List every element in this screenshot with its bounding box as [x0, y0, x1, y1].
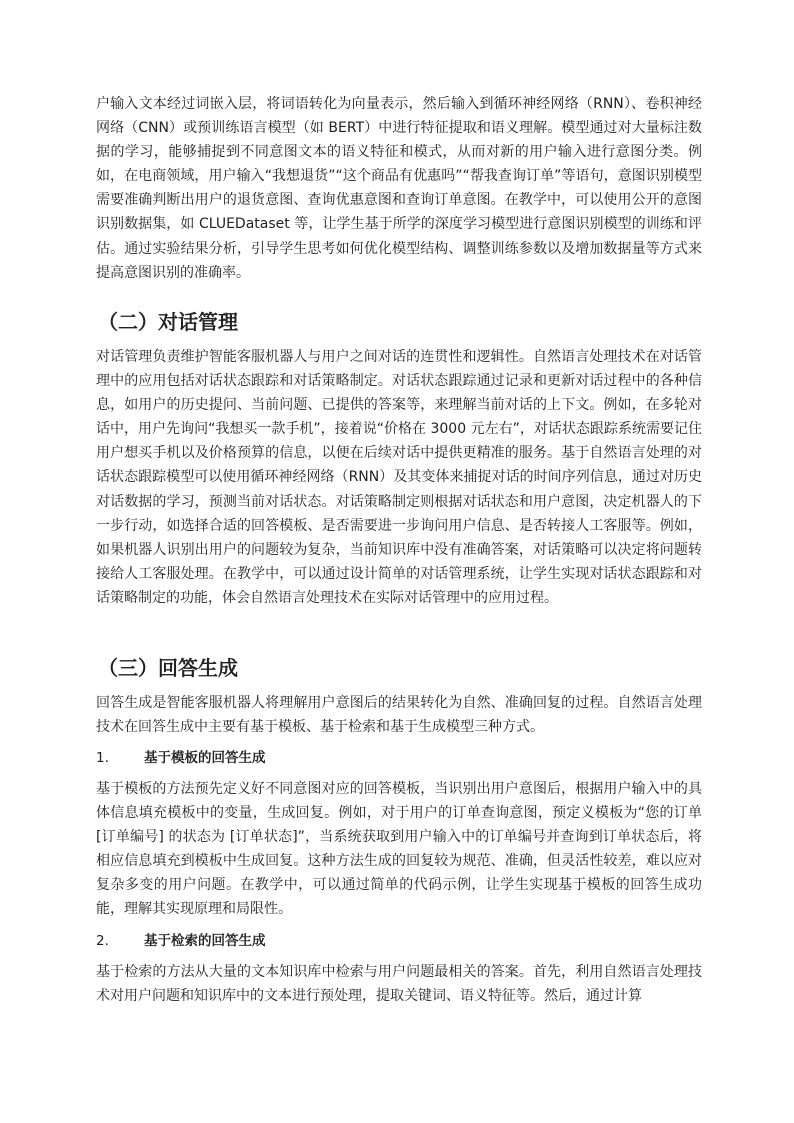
- subheading-retrieval-based: [96, 930, 266, 952]
- paragraph-template-based: 基于模板的方法预先定义好不同意图对应的回答模板，当识别出用户意图后，根据用户输入中的具体信息填充模板中的变量，生成回复。例如，对于用户的订单查询意图，预定义模板为“您的订单 [订单编号] 的状态为 [订单状态]”，当系统获取到用户输入中的订单编号并查询到订单状态后，将相应信息填充到模板中生成回复。这种方法生成的回复较为规范、准确，但灵活性较差，难以应对复杂多变的用户问题。在教学中，可以通过简单的代码示例，让学生实现基于模板的回答生成功能，理解其实现原理和局限性。: [96, 781, 702, 918]
- paragraph-answer-generation: 回答生成是智能客服机器人将理解用户意图后的结果转化为自然、准确回复的过程。自然语言处理技术在回答生成中主要有基于模板、基于检索和基于生成模型三种方式。: [96, 695, 702, 736]
- subheading-label: 基于模板的回答生成: [144, 750, 266, 766]
- paragraph-intent-recognition: 户输入文本经过词嵌入层，将词语转化为向量表示，然后输入到循环神经网络（RNN）、卷积神经网络（CNN）或预训练语言模型（如 BERT）中进行特征提取和语义理解。模型通过对大量标注数据的学习，能够捕捉到不同意图文本的语义特征和模式，从而对新的用户输入进行意图分类。例如，在电商领域，用户输入“我想退货”“这个商品有优惠吗”“帮我查询订单”等语句，意图识别模型需要准确判断出用户的退货意图、查询优惠意图和查询订单意图。在教学中，可以使用公开的意图识别数据集，如 CLUEDataset 等，让学生基于所学的深度学习模型进行意图识别模型的训练和评估。通过实验结果分析，引导学生思考如何优化模型结构、调整训练参数以及增加数据量等方式来提高意图识别的准确率。: [96, 96, 702, 281]
- heading-dialog-management: （二）对话管理: [98, 310, 238, 334]
- subheading-number: 1.: [96, 750, 109, 766]
- heading-answer-generation: （三）回答生成: [98, 656, 238, 680]
- subheading-template-based: [96, 747, 266, 769]
- paragraph-dialog-management: 对话管理负责维护智能客服机器人与用户之间对话的连贯性和逻辑性。自然语言处理技术在对话管理中的应用包括对话状态跟踪和对话策略制定。对话状态跟踪通过记录和更新对话过程中的各种信息，如用户的历史提问、当前问题、已提供的答案等，来理解当前对话的上下文。例如，在多轮对话中，用户先询问“我想买一款手机”，接着说“价格在 3000 元左右”，对话状态跟踪系统需要记住用户想买手机以及价格预算的信息，以便在后续对话中提供更精准的服务。基于自然语言处理的对话状态跟踪模型可以使用循环神经网络（RNN）及其变体来捕捉对话的时间序列信息，通过对历史对话数据的学习，预测当前对话状态。对话策略制定则根据对话状态和用户意图，决定机器人的下一步行动，如选择合适的回答模板、是否需要进一步询问用户信息、是否转接人工客服等。例如，如果机器人识别出用户的问题较为复杂，当前知识库中没有准确答案，对话策略可以决定将问题转接给人工客服处理。在教学中，可以通过设计简单的对话管理系统，让学生实现对话状态跟踪和对话策略制定的功能，体会自然语言处理技术在实际对话管理中的应用过程。: [96, 349, 702, 606]
- subheading-label: 基于检索的回答生成: [144, 933, 266, 949]
- subheading-number: 2.: [96, 933, 109, 949]
- paragraph-retrieval-based: 基于检索的方法从大量的文本知识库中检索与用户问题最相关的答案。首先，利用自然语言处理技术对用户问题和知识库中的文本进行预处理，提取关键词、语义特征等。然后，通过计算: [96, 964, 702, 1005]
